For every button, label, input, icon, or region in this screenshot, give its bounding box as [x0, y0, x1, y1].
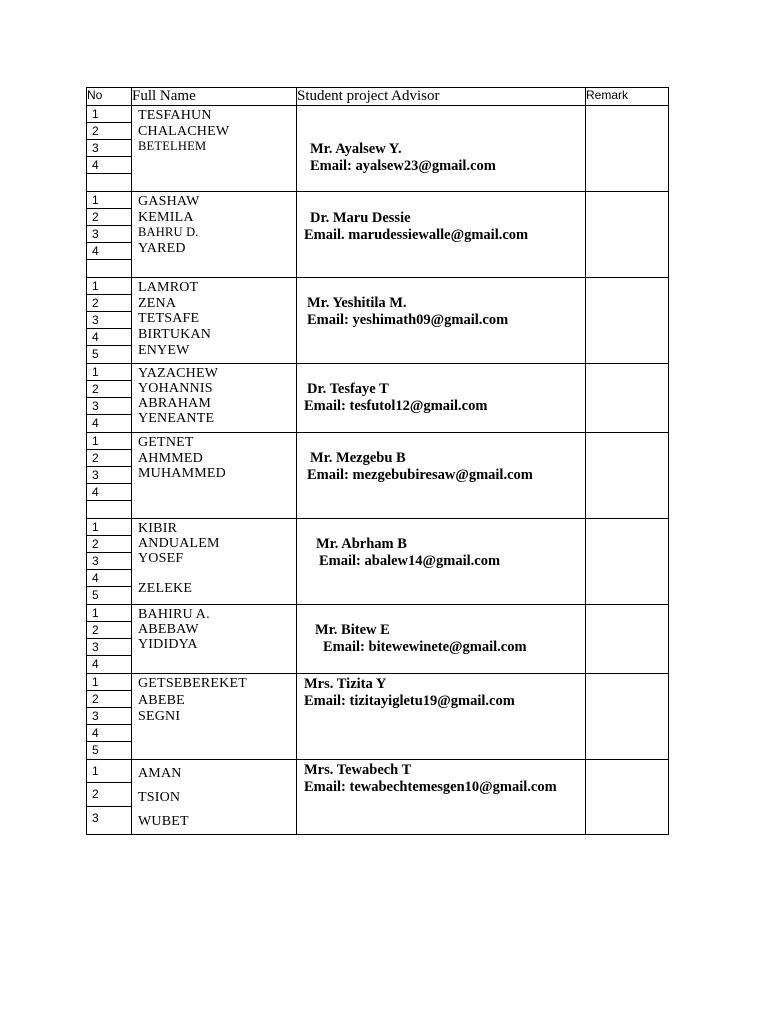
row-number: 1 [87, 192, 131, 209]
student-name: ANDUALEM [138, 536, 220, 551]
row-number: 3 [87, 398, 131, 415]
advisor-email: Email: tesfutol12@gmail.com [304, 398, 488, 414]
row-number: 1 [87, 278, 131, 295]
student-name: LAMROT [138, 280, 199, 295]
student-name [138, 566, 296, 581]
row-number [87, 174, 131, 190]
remark-cell [586, 760, 669, 835]
row-number: 4 [87, 725, 131, 742]
student-name: ZENA [138, 295, 177, 311]
advisor-email: Email: mezgebubiresaw@gmail.com [307, 467, 533, 483]
advisor-name: Dr. Maru Dessie [310, 210, 411, 226]
advisor-email: Email. marudessiewalle@gmail.com [304, 227, 529, 243]
full-name-cell [132, 364, 297, 433]
row-number: 2 [87, 622, 131, 639]
full-name-cell [132, 106, 297, 192]
table-row [87, 519, 669, 605]
header-no: No [87, 88, 132, 106]
student-name: YARED [138, 240, 186, 256]
remark-cell [586, 364, 669, 433]
row-number: 1 [87, 605, 131, 622]
student-name: YAZACHEW [138, 366, 219, 381]
remark-cell [586, 192, 669, 278]
advisor-cell [297, 605, 586, 674]
student-name: ENYEW [138, 342, 190, 358]
advisor-name: Mr. Bitew E [315, 622, 390, 638]
advisor-cell [297, 278, 586, 364]
table-row [87, 364, 669, 433]
row-number: 5 [92, 743, 99, 757]
row-number [87, 260, 131, 276]
row-number: 1 [87, 760, 131, 783]
row-number: 3 [87, 553, 131, 570]
student-name: AMAN [138, 766, 182, 781]
row-number-cell [87, 106, 132, 192]
student-name: YOSEF [138, 551, 184, 566]
row-number: 2 [87, 123, 131, 140]
full-name-cell [132, 192, 297, 278]
row-number: 1 [87, 364, 131, 381]
advisor-email: Email: bitewewinete@gmail.com [323, 639, 527, 655]
row-number: 4 [87, 243, 131, 260]
student-name: ZELEKE [138, 581, 193, 596]
row-number: 4 [87, 329, 131, 346]
row-number: 2 [87, 783, 131, 806]
student-name: ABEBE [138, 692, 185, 708]
row-number: 3 [87, 312, 131, 329]
row-number: 3 [92, 810, 99, 825]
header-remark: Remark [586, 88, 669, 106]
full-name-cell [132, 605, 297, 674]
row-number [87, 501, 131, 517]
student-name: ABEBAW [138, 622, 199, 637]
row-number: 2 [87, 381, 131, 398]
advisor-cell [297, 192, 586, 278]
row-number: 1 [87, 106, 131, 123]
full-name-cell [132, 278, 297, 364]
row-number: 2 [87, 691, 131, 708]
student-name: BIRTUKAN [138, 327, 212, 343]
student-name: CHALACHEW [138, 123, 230, 139]
remark-cell [586, 519, 669, 605]
row-number-cell [87, 760, 132, 835]
remark-cell [586, 106, 669, 192]
row-number-cell [87, 192, 132, 278]
advisor-name: Mr. Mezgebu B [310, 450, 406, 466]
remark-cell [586, 605, 669, 674]
header-advisor: Student project Advisor [297, 88, 586, 106]
row-number-cell [87, 364, 132, 433]
advisor-name: Mrs. Tewabech T [304, 762, 412, 778]
student-name: GASHAW [138, 194, 200, 209]
advisor-name: Dr. Tesfaye T [307, 381, 389, 397]
remark-cell [586, 674, 669, 760]
row-number-cell [87, 674, 132, 760]
advisor-email: Email: tizitayigletu19@gmail.com [304, 693, 515, 709]
row-number: 2 [87, 295, 131, 312]
table-row [87, 674, 669, 760]
student-name: GETNET [138, 435, 194, 450]
row-number: 3 [87, 639, 131, 656]
student-name: BETELHEM [138, 139, 207, 153]
student-name: BAHIRU A. [138, 607, 210, 622]
advisor-email: Email: tewabechtemesgen10@gmail.com [304, 779, 557, 795]
row-number-cell [87, 605, 132, 674]
row-number: 2 [87, 209, 131, 226]
row-number-cell [87, 433, 132, 519]
row-number: 3 [87, 708, 131, 725]
advisor-cell [297, 106, 586, 192]
student-name: YENEANTE [138, 411, 215, 426]
table-row [87, 192, 669, 278]
row-number: 3 [87, 226, 131, 243]
row-number: 1 [87, 433, 131, 450]
row-number: 3 [87, 467, 131, 484]
remark-cell [586, 433, 669, 519]
advisor-cell [297, 760, 586, 835]
student-name: BAHRU D. [138, 225, 199, 239]
full-name-cell [132, 519, 297, 605]
student-name: YIDIDYA [138, 637, 198, 652]
row-number: 4 [87, 570, 131, 587]
advisor-email: Email: ayalsew23@gmail.com [310, 158, 496, 174]
full-name-cell [132, 433, 297, 519]
student-name: TSION [138, 790, 181, 805]
advisor-name: Mr. Abrham B [316, 536, 407, 552]
table-row [87, 760, 669, 835]
advisor-name: Mr. Ayalsew Y. [310, 141, 402, 157]
advisor-email: Email: yeshimath09@gmail.com [307, 312, 509, 328]
header-full-name: Full Name [132, 88, 297, 106]
advisor-cell [297, 674, 586, 760]
student-name: WUBET [138, 814, 189, 829]
student-name: AHMMED [138, 450, 203, 466]
student-name: TETSAFE [138, 311, 200, 327]
advisor-name: Mrs. Tizita Y [304, 676, 387, 692]
advisor-cell [297, 433, 586, 519]
advisor-cell [297, 519, 586, 605]
advisor-email: Email: abalew14@gmail.com [319, 553, 501, 569]
row-number: 4 [92, 657, 99, 671]
full-name-cell [132, 674, 297, 760]
row-number: 5 [92, 347, 99, 361]
advisor-name: Mr. Yeshitila M. [307, 295, 407, 311]
student-name: ABRAHAM [138, 396, 211, 411]
table-row [87, 106, 669, 192]
row-number: 1 [87, 519, 131, 536]
row-number: 4 [87, 157, 131, 174]
row-number: 5 [92, 588, 99, 602]
student-name: GETSEBEREKET [138, 676, 247, 691]
student-name: TESFAHUN [138, 108, 212, 123]
table-row [87, 605, 669, 674]
student-name: MUHAMMED [138, 466, 226, 481]
student-name: SEGNI [138, 709, 181, 724]
advisor-cell [297, 364, 586, 433]
advisor-assignment-table [86, 87, 669, 835]
table-row [87, 278, 669, 364]
row-number: 4 [92, 416, 99, 430]
row-number: 2 [87, 536, 131, 553]
row-number-cell [87, 519, 132, 605]
row-number: 3 [87, 140, 131, 157]
row-number-cell [87, 278, 132, 364]
table-row [87, 433, 669, 519]
full-name-cell [132, 760, 297, 835]
row-number: 4 [87, 484, 131, 501]
row-number: 1 [87, 674, 131, 691]
row-number: 2 [87, 450, 131, 467]
student-name: KEMILA [138, 209, 194, 225]
student-name: YOHANNIS [138, 381, 213, 396]
table-header-row [87, 88, 669, 106]
remark-cell [586, 278, 669, 364]
student-name: KIBIR [138, 521, 178, 536]
